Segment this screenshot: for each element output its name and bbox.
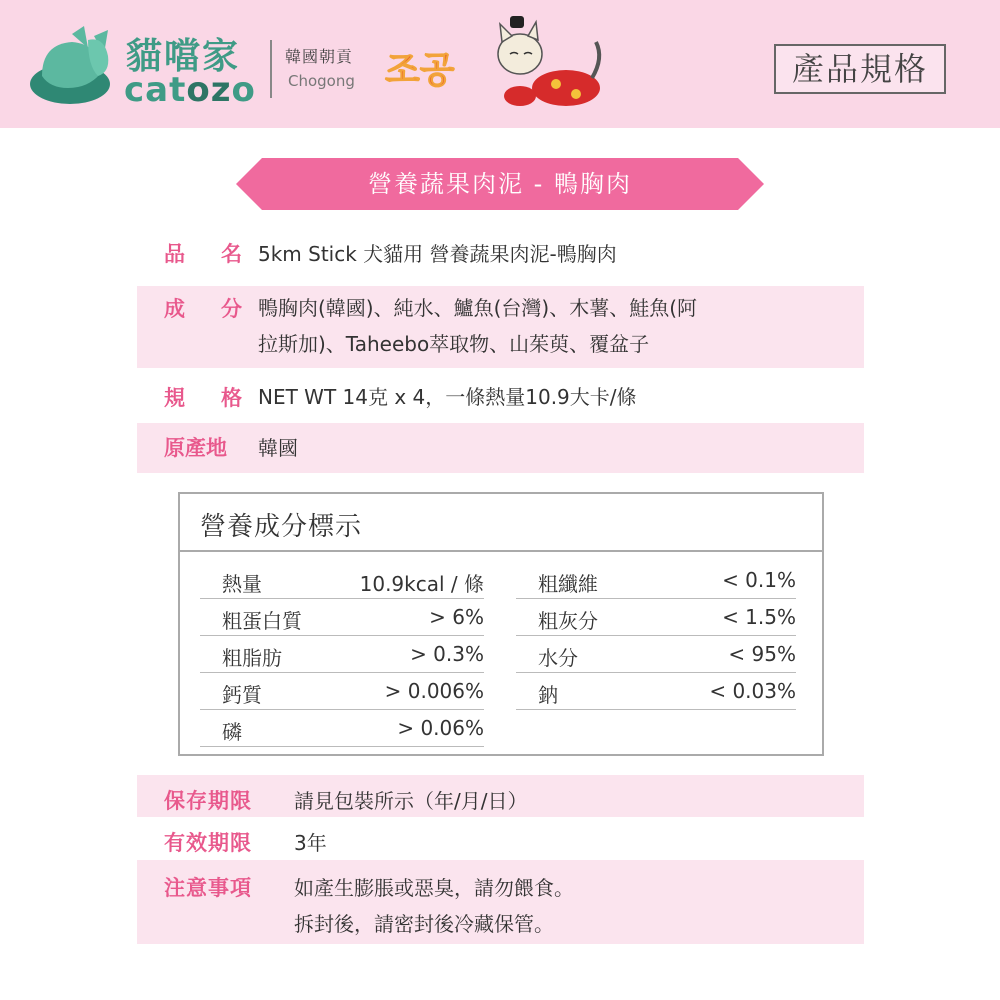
cat-mascot-icon	[480, 14, 610, 114]
nutrition-row: 粗蛋白質 > 6%	[200, 599, 484, 636]
spec-label-name: 品 名	[164, 242, 242, 266]
notes-line-2: 拆封後，請密封後冷藏保管。	[294, 912, 554, 936]
nutrition-table	[178, 492, 824, 756]
header-divider	[270, 40, 272, 98]
chogong-korean-mark	[383, 40, 473, 96]
notes-line-1: 如產生膨脹或惡臭，請勿餵食。	[294, 876, 574, 900]
expiry-value: 3年	[294, 831, 327, 855]
product-title-banner	[236, 158, 764, 210]
spec-label-origin: 原產地	[164, 436, 227, 460]
nutrition-row: 粗脂肪 > 0.3%	[200, 636, 484, 673]
nutrition-row: 粗灰分 < 1.5%	[516, 599, 796, 636]
spec-row-name	[137, 225, 864, 275]
notes-label: 注意事項	[164, 876, 252, 900]
spec-value-size: NET WT 14克 x 4，一條熱量10.9大卡/條	[258, 385, 637, 409]
nutrition-row: 水分 < 95%	[516, 636, 796, 673]
sub-brand-zh: 韓國朝貢	[285, 47, 354, 66]
storage-row-expiry	[137, 817, 864, 859]
svg-text:조공: 조공	[385, 50, 455, 91]
storage-row-notes	[137, 860, 864, 944]
page-header	[0, 0, 1000, 128]
expiry-label: 有效期限	[164, 831, 252, 855]
spec-row-size	[137, 375, 864, 419]
nutrition-row: 熱量 10.9kcal / 條	[200, 562, 484, 599]
nutrition-row: 磷 > 0.06%	[200, 710, 484, 747]
spec-label-ingredients: 成 分	[164, 297, 242, 321]
nutrition-title: 營養成分標示	[200, 512, 363, 542]
product-title: 營養蔬果肉泥 - 鴨胸肉	[368, 170, 632, 198]
spec-row-origin	[137, 423, 864, 473]
spec-value-origin: 韓國	[258, 436, 298, 460]
product-spec-badge: 產品規格	[774, 44, 946, 94]
nutrition-row: 鈣質 > 0.006%	[200, 673, 484, 710]
shelf-value: 請見包裝所示（年/月/日）	[294, 789, 528, 813]
nutrition-row: 鈉 < 0.03%	[516, 673, 796, 710]
spec-label-size: 規 格	[164, 386, 242, 410]
storage-row-shelf	[137, 775, 864, 817]
spec-value-ingredients: 鴨胸肉(韓國)、純水、鱸魚(台灣)、木薯、鮭魚(阿 拉斯加)、Taheebo萃取物、山茱萸、覆盆子	[258, 296, 698, 356]
nutrition-title-rule	[180, 550, 822, 552]
sub-brand-en: Chogong	[288, 72, 355, 90]
cat-logo-icon	[28, 26, 118, 106]
spec-value-name: 5km Stick 犬貓用 營養蔬果肉泥-鴨胸肉	[258, 242, 617, 266]
nutrition-row: 粗纖維 < 0.1%	[516, 562, 796, 599]
spec-row-ingredients	[137, 286, 864, 368]
brand-name-en: catozo	[124, 70, 256, 110]
brand-name-zh: 貓噹家	[126, 36, 241, 77]
shelf-label: 保存期限	[164, 789, 252, 813]
